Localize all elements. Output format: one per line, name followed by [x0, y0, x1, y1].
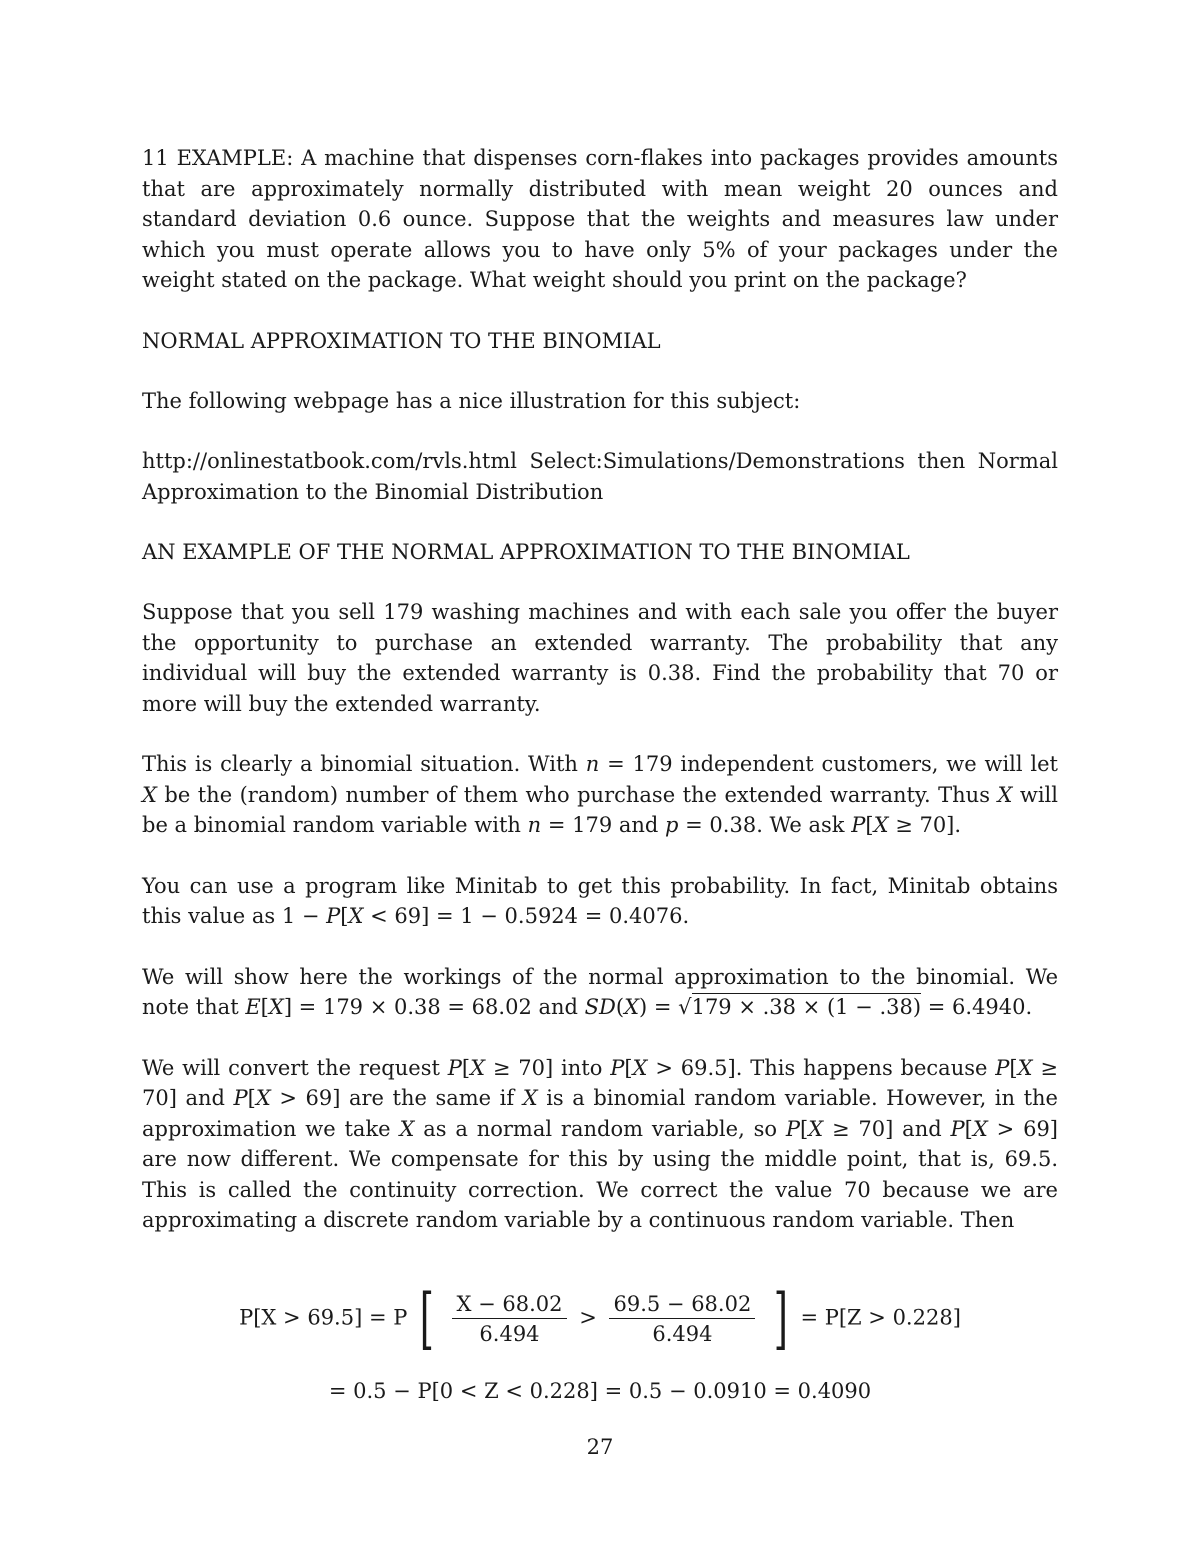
fraction-denominator: 6.494	[652, 1321, 713, 1346]
right-bracket: ]	[773, 1280, 788, 1357]
equation-continuity-correction	[0, 1280, 1200, 1357]
fraction-standardized-value	[609, 1290, 755, 1349]
binomial-paragraph: This is clearly a binomial situation. With n = 179 independent customers, we will let X be the (random) number of them who purchase the extended warranty. Thus X will be a binomial random variable with n = 179 and p = 0.38. We ask P[X ≥ 70].	[142, 752, 1058, 837]
fraction-numerator: X − 68.02	[452, 1290, 566, 1319]
example-11-paragraph: 11 EXAMPLE: A machine that dispenses corn-flakes into packages provides amounts that are approximately normally distributed with mean weight 20 ounces and standard deviation 0.6 ounce. Suppose that the weights and measures law under which you must operate allows you to have only 5% of your packages under the weight stated on the package. What weight should you print on the package?	[142, 146, 1058, 292]
minitab-paragraph: You can use a program like Minitab to get this probability. In fact, Minitab obtains this value as 1 − P[X < 69] = 1 − 0.5924 = 0.4076.	[142, 873, 1058, 928]
equation-rhs: = P[Z > 0.228]	[800, 1305, 961, 1330]
comparison-operator: >	[579, 1305, 597, 1330]
problem-paragraph: Suppose that you sell 179 washing machines and with each sale you offer the buyer the opportunity to purchase an extended warranty. The probability that any individual will buy the extended warranty is 0.38. Find the probability that 70 or more will buy the extended warranty.	[142, 600, 1058, 716]
equation-lhs: P[X > 69.5] = P	[239, 1305, 408, 1330]
page-body	[142, 143, 1058, 1236]
fraction-standardized-x	[452, 1290, 566, 1349]
workings-paragraph: We will show here the workings of the normal approximation to the binomial. We note that E[X] = 179 × 0.38 = 68.02 and SD(X) = √179 × .38 × (1 − .38) = 6.4940.	[142, 964, 1058, 1019]
continuity-paragraph: We will convert the request P[X ≥ 70] into P[X > 69.5]. This happens because P[X ≥ 70] and P[X > 69] are the same if X is a binomial random variable. However, in the approximation we take X as a normal random variable, so P[X ≥ 70] and P[X > 69] are now different. We compensate for this by using the middle point, that is, 69.5. This is called the continuity correction. We correct the value 70 because we are approximating a discrete random variable by a continuous random variable. Then	[142, 1055, 1058, 1232]
section-heading-example: AN EXAMPLE OF THE NORMAL APPROXIMATION TO THE BINOMIAL	[142, 540, 910, 564]
left-bracket: [	[419, 1280, 435, 1357]
section-heading-normal-approximation: NORMAL APPROXIMATION TO THE BINOMIAL	[142, 328, 661, 353]
fraction-denominator: 6.494	[479, 1321, 540, 1346]
equation-result: = 0.5 − P[0 < Z < 0.228] = 0.5 − 0.0910 = 0.4090	[328, 1379, 872, 1403]
fraction-numerator: 69.5 − 68.02	[609, 1290, 755, 1319]
webpage-intro: The following webpage has a nice illustration for this subject:	[142, 388, 801, 413]
square-root-expression: 179 × .38 × (1 − .38)	[691, 995, 922, 1019]
page-number: 27	[586, 1435, 614, 1459]
webpage-link-paragraph: http://onlinestatbook.com/rvls.html Select:Simulations/Demonstrations then Normal Approximation to the Binomial Distribution	[142, 449, 1058, 504]
